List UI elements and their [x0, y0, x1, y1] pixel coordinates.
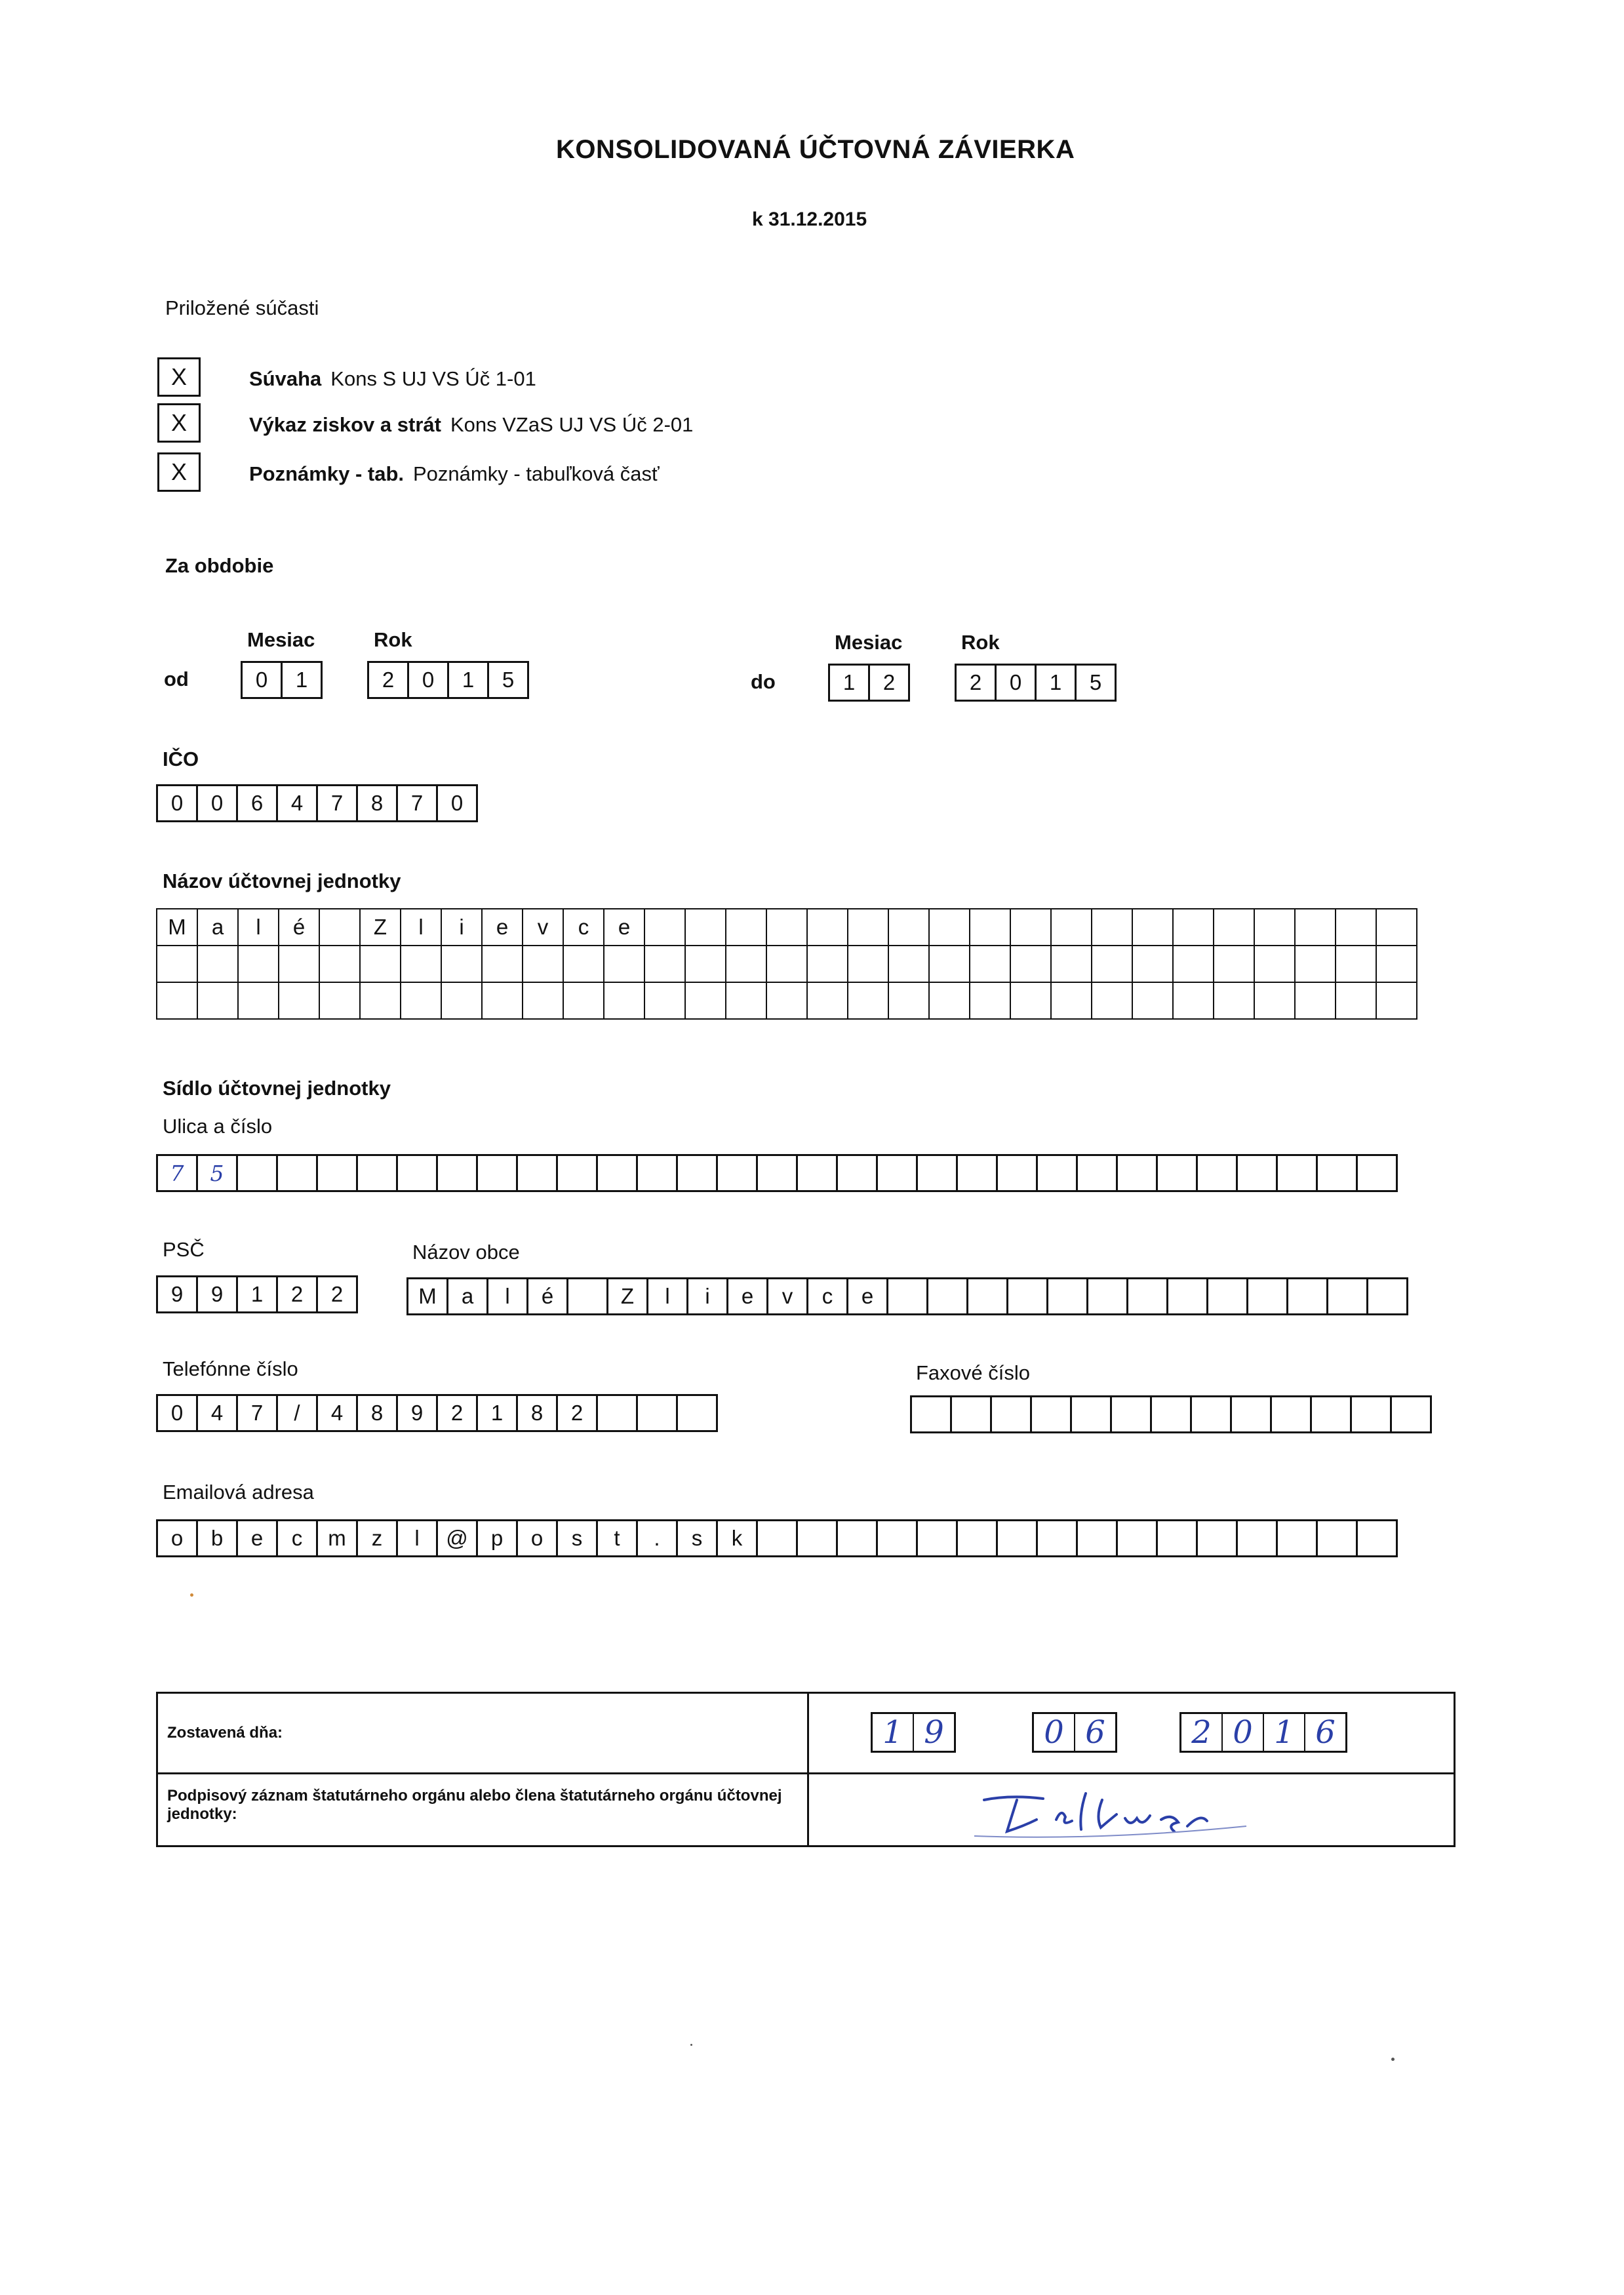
- fax-char-cell: [910, 1395, 952, 1433]
- email-char-cell: [1276, 1519, 1318, 1557]
- entity-name-char-cell: [766, 982, 808, 1020]
- town-char-cell: e: [846, 1277, 888, 1315]
- signature-record-label: Podpisový záznam štatutárneho orgánu alebo člena štatutárneho orgánu účtovnej jednotky:: [167, 1787, 782, 1823]
- email-char-cell: @: [436, 1519, 478, 1557]
- to-year-digit: 1: [1035, 664, 1077, 702]
- fax-char-cell: [950, 1395, 992, 1433]
- email-char-cell: t: [596, 1519, 638, 1557]
- entity-name-char-cell: [400, 982, 442, 1020]
- compiled-year-digit: 0: [1221, 1714, 1263, 1751]
- phone-char-cell: [596, 1394, 638, 1432]
- entity-name-char-cell: [644, 982, 686, 1020]
- fax-char-cell: [1070, 1395, 1112, 1433]
- town-char-cell: [1326, 1277, 1368, 1315]
- entity-name-char-cell: i: [441, 908, 483, 946]
- fax-char-cell: [1110, 1395, 1152, 1433]
- phone-char-cell: /: [276, 1394, 318, 1432]
- town-char-cell: [1246, 1277, 1288, 1315]
- compiled-day-field[interactable]: [871, 1712, 956, 1753]
- phone-char-cell: [676, 1394, 718, 1432]
- email-char-cell: b: [196, 1519, 238, 1557]
- compiled-year-digit: 6: [1304, 1714, 1345, 1751]
- entity-name-char-cell: [644, 945, 686, 983]
- entity-name-char-cell: [522, 982, 564, 1020]
- entity-name-char-cell: [563, 982, 604, 1020]
- street-char-cell: [436, 1154, 478, 1192]
- entity-name-char-cell: [1376, 982, 1417, 1020]
- fax-field[interactable]: [910, 1395, 1432, 1433]
- entity-name-char-cell: [725, 908, 767, 946]
- street-char-cell: [476, 1154, 518, 1192]
- from-label: od: [164, 668, 189, 690]
- attachment-checkbox-balance[interactable]: X: [157, 357, 201, 397]
- town-char-cell: v: [766, 1277, 808, 1315]
- attachment-checkbox-notes[interactable]: X: [157, 452, 201, 492]
- phone-char-cell: 2: [436, 1394, 478, 1432]
- email-char-cell: [796, 1519, 838, 1557]
- town-char-cell: a: [446, 1277, 488, 1315]
- entity-name-char-cell: [1091, 982, 1133, 1020]
- entity-name-char-cell: [766, 945, 808, 983]
- entity-name-char-cell: [1172, 945, 1214, 983]
- attachment-code-notes: Poznámky - tabuľková časť: [413, 462, 660, 485]
- from-month-field[interactable]: [241, 661, 323, 699]
- street-char-cell: [556, 1154, 598, 1192]
- street-label: Ulica a číslo: [163, 1115, 273, 1138]
- town-char-cell: l: [646, 1277, 688, 1315]
- entity-name-char-cell: [197, 945, 239, 983]
- to-year-digit: 2: [955, 664, 997, 702]
- entity-name-char-cell: [806, 945, 848, 983]
- town-char-cell: l: [486, 1277, 528, 1315]
- fax-char-cell: [1150, 1395, 1192, 1433]
- entity-name-char-cell: [441, 982, 483, 1020]
- entity-name-char-cell: [563, 945, 604, 983]
- to-year-label: Rok: [961, 631, 1000, 654]
- entity-name-char-cell: v: [522, 908, 564, 946]
- email-char-cell: [1076, 1519, 1118, 1557]
- entity-name-char-cell: [684, 982, 726, 1020]
- phone-char-cell: 9: [396, 1394, 438, 1432]
- entity-name-char-cell: [1254, 945, 1296, 983]
- ico-digit: 0: [156, 784, 198, 822]
- entity-name-char-cell: [1050, 945, 1092, 983]
- entity-name-char-cell: [1172, 982, 1214, 1020]
- ico-digit: 4: [276, 784, 318, 822]
- entity-name-char-cell: [441, 945, 483, 983]
- fax-char-cell: [1190, 1395, 1232, 1433]
- email-char-cell: s: [676, 1519, 718, 1557]
- fax-char-cell: [1390, 1395, 1432, 1433]
- street-char-cell: [356, 1154, 398, 1192]
- fax-char-cell: [1230, 1395, 1272, 1433]
- email-char-cell: [876, 1519, 918, 1557]
- email-char-cell: [956, 1519, 998, 1557]
- compiled-year-digit: 2: [1191, 1714, 1212, 1751]
- seat-label: Sídlo účtovnej jednotky: [163, 1077, 391, 1100]
- email-char-cell: [1196, 1519, 1238, 1557]
- ico-digit: 7: [396, 784, 438, 822]
- entity-name-char-cell: [806, 982, 848, 1020]
- entity-name-char-cell: e: [481, 908, 523, 946]
- street-char-cell: [1036, 1154, 1078, 1192]
- entity-name-char-cell: [1132, 982, 1174, 1020]
- entity-name-char-cell: [603, 945, 645, 983]
- psc-char-cell: 9: [156, 1275, 198, 1313]
- entity-name-char-cell: [359, 945, 401, 983]
- street-char-cell: [876, 1154, 918, 1192]
- from-year-label: Rok: [374, 628, 412, 651]
- entity-name-char-cell: e: [603, 908, 645, 946]
- town-char-cell: [1166, 1277, 1208, 1315]
- attachment-bold-income: Výkaz ziskov a strát: [249, 413, 441, 436]
- entity-name-char-cell: [888, 982, 930, 1020]
- phone-char-cell: 8: [356, 1394, 398, 1432]
- town-char-cell: [1046, 1277, 1088, 1315]
- entity-name-char-cell: [1010, 982, 1052, 1020]
- entity-name-char-cell: [319, 982, 361, 1020]
- attachment-code-income: Kons VZaS UJ VS Úč 2-01: [450, 413, 694, 436]
- entity-name-char-cell: [1050, 982, 1092, 1020]
- to-year-field[interactable]: [955, 664, 1117, 702]
- street-char-cell: 5: [196, 1154, 238, 1192]
- entity-name-char-cell: c: [563, 908, 604, 946]
- entity-name-char-cell: a: [197, 908, 239, 946]
- entity-name-char-cell: [237, 982, 279, 1020]
- entity-name-char-cell: [1335, 945, 1377, 983]
- town-char-cell: M: [406, 1277, 448, 1315]
- phone-char-cell: 0: [156, 1394, 198, 1432]
- phone-label: Telefónne číslo: [163, 1357, 298, 1380]
- email-char-cell: c: [276, 1519, 318, 1557]
- street-char-cell: [1196, 1154, 1238, 1192]
- entity-name-char-cell: [1091, 945, 1133, 983]
- email-char-cell: p: [476, 1519, 518, 1557]
- entity-name-char-cell: l: [400, 908, 442, 946]
- scan-speck: [690, 2044, 692, 2046]
- entity-name-char-cell: [928, 982, 970, 1020]
- attachment-text-income: [249, 413, 693, 437]
- phone-field[interactable]: [156, 1394, 718, 1432]
- attachment-bold-notes: Poznámky - tab.: [249, 462, 404, 485]
- entity-name-char-cell: [969, 945, 1011, 983]
- entity-name-row-1: [156, 908, 1417, 946]
- entity-name-char-cell: [1213, 945, 1255, 983]
- entity-name-char-cell: [725, 945, 767, 983]
- email-char-cell: [1116, 1519, 1158, 1557]
- street-char-cell: [636, 1154, 678, 1192]
- table-divider-horizontal: [158, 1772, 1454, 1774]
- entity-name-char-cell: [319, 908, 361, 946]
- town-char-cell: [966, 1277, 1008, 1315]
- attachments-label: Priložené súčasti: [165, 296, 319, 319]
- entity-name-char-cell: [1091, 908, 1133, 946]
- entity-name-char-cell: [1376, 945, 1417, 983]
- entity-name-char-cell: [847, 908, 889, 946]
- psc-field[interactable]: [156, 1275, 358, 1313]
- entity-name-char-cell: [1254, 908, 1296, 946]
- entity-name-char-cell: [847, 982, 889, 1020]
- email-char-cell: o: [156, 1519, 198, 1557]
- entity-name-char-cell: [481, 945, 523, 983]
- attachment-text-balance: [249, 367, 536, 391]
- phone-char-cell: 7: [236, 1394, 278, 1432]
- scan-speck: [190, 1593, 193, 1597]
- email-char-cell: [1156, 1519, 1198, 1557]
- street-char-cell: [1156, 1154, 1198, 1192]
- entity-name-char-cell: [1335, 908, 1377, 946]
- street-char-cell: [996, 1154, 1038, 1192]
- fax-char-cell: [1270, 1395, 1312, 1433]
- report-date: k 31.12.2015: [752, 209, 867, 230]
- document-title: KONSOLIDOVANÁ ÚČTOVNÁ ZÁVIERKA: [556, 135, 1075, 164]
- compiled-month-field[interactable]: [1032, 1712, 1117, 1753]
- phone-char-cell: 8: [516, 1394, 558, 1432]
- psc-char-cell: 2: [276, 1275, 318, 1313]
- from-year-digit: 1: [447, 661, 489, 699]
- entity-name-char-cell: [237, 945, 279, 983]
- entity-name-char-cell: [969, 982, 1011, 1020]
- email-char-cell: s: [556, 1519, 598, 1557]
- street-char-cell: [1316, 1154, 1358, 1192]
- town-char-cell: [1006, 1277, 1048, 1315]
- entity-name-char-cell: [806, 908, 848, 946]
- email-char-cell: l: [396, 1519, 438, 1557]
- entity-name-char-cell: [1213, 908, 1255, 946]
- attachment-code-balance: Kons S UJ VS Úč 1-01: [330, 367, 536, 390]
- fax-char-cell: [990, 1395, 1032, 1433]
- to-month-digit: 1: [828, 664, 870, 702]
- compiled-on-label: Zostavená dňa:: [167, 1724, 283, 1742]
- to-month-digit: 2: [868, 664, 910, 702]
- to-month-label: Mesiac: [835, 631, 903, 654]
- entity-name-char-cell: [644, 908, 686, 946]
- street-char-cell: [676, 1154, 718, 1192]
- entity-name-char-cell: [725, 982, 767, 1020]
- entity-name-char-cell: [969, 908, 1011, 946]
- entity-name-char-cell: [522, 945, 564, 983]
- phone-char-cell: 4: [196, 1394, 238, 1432]
- compiled-year-field[interactable]: [1179, 1712, 1347, 1753]
- email-char-cell: o: [516, 1519, 558, 1557]
- entity-name-char-cell: [766, 908, 808, 946]
- ico-digit: 7: [316, 784, 358, 822]
- email-char-cell: m: [316, 1519, 358, 1557]
- email-char-cell: e: [236, 1519, 278, 1557]
- entity-name-char-cell: [278, 982, 320, 1020]
- entity-name-char-cell: [359, 982, 401, 1020]
- to-label: do: [751, 670, 776, 693]
- entity-name-char-cell: [1213, 982, 1255, 1020]
- from-year-digit: 0: [407, 661, 449, 699]
- entity-name-char-cell: [684, 945, 726, 983]
- entity-name-char-cell: [1010, 908, 1052, 946]
- scan-speck: [1391, 2058, 1395, 2061]
- street-char-cell: [516, 1154, 558, 1192]
- email-char-cell: k: [716, 1519, 758, 1557]
- fax-char-cell: [1030, 1395, 1072, 1433]
- psc-char-cell: 9: [196, 1275, 238, 1313]
- email-label: Emailová adresa: [163, 1481, 314, 1504]
- town-char-cell: [886, 1277, 928, 1315]
- entity-name-char-cell: [319, 945, 361, 983]
- street-char-cell: [1236, 1154, 1278, 1192]
- street-char-cell: [796, 1154, 838, 1192]
- entity-name-char-cell: [1132, 908, 1174, 946]
- email-char-cell: [756, 1519, 798, 1557]
- street-char-cell: [1116, 1154, 1158, 1192]
- ico-digit: 6: [236, 784, 278, 822]
- entity-name-char-cell: [1050, 908, 1092, 946]
- town-char-cell: c: [806, 1277, 848, 1315]
- psc-char-cell: 1: [236, 1275, 278, 1313]
- handwritten-signature: [971, 1780, 1273, 1846]
- phone-char-cell: 4: [316, 1394, 358, 1432]
- email-char-cell: [1356, 1519, 1398, 1557]
- ico-field[interactable]: [156, 784, 478, 822]
- street-char-cell: [396, 1154, 438, 1192]
- from-month-label: Mesiac: [247, 628, 315, 651]
- entity-name-char-cell: [928, 945, 970, 983]
- compiled-day-digit: 9: [913, 1714, 954, 1751]
- from-year-digit: 5: [487, 661, 529, 699]
- signature-table: [156, 1692, 1456, 1847]
- entity-name-char-cell: [197, 982, 239, 1020]
- town-char-cell: Z: [606, 1277, 648, 1315]
- town-char-cell: é: [526, 1277, 568, 1315]
- fax-char-cell: [1310, 1395, 1352, 1433]
- to-year-digit: 0: [995, 664, 1037, 702]
- town-label: Názov obce: [412, 1241, 520, 1264]
- email-char-cell: [996, 1519, 1038, 1557]
- compiled-month-digit: 6: [1074, 1714, 1115, 1751]
- attachment-checkbox-income[interactable]: X: [157, 403, 201, 443]
- table-divider-vertical: [807, 1694, 809, 1845]
- phone-char-cell: 2: [556, 1394, 598, 1432]
- psc-label: PSČ: [163, 1238, 205, 1261]
- entity-name-char-cell: [888, 945, 930, 983]
- entity-name-char-cell: [481, 982, 523, 1020]
- town-char-cell: i: [686, 1277, 728, 1315]
- town-char-cell: [926, 1277, 968, 1315]
- entity-name-char-cell: [1376, 908, 1417, 946]
- entity-name-char-cell: [156, 945, 198, 983]
- entity-name-char-cell: [603, 982, 645, 1020]
- entity-name-char-cell: l: [237, 908, 279, 946]
- ico-digit: 0: [196, 784, 238, 822]
- compiled-year-digit: 1: [1263, 1714, 1304, 1751]
- entity-name-char-cell: [1010, 945, 1052, 983]
- entity-name-row-3: [156, 982, 1417, 1020]
- email-char-cell: [1236, 1519, 1278, 1557]
- from-month-digit: 1: [281, 661, 323, 699]
- ico-digit: 0: [436, 784, 478, 822]
- street-char-cell: 7: [156, 1154, 198, 1192]
- street-char-cell: [956, 1154, 998, 1192]
- street-char-cell: [716, 1154, 758, 1192]
- street-char-cell: [1356, 1154, 1398, 1192]
- town-char-cell: [1206, 1277, 1248, 1315]
- phone-char-cell: 1: [476, 1394, 518, 1432]
- town-char-cell: [1286, 1277, 1328, 1315]
- entity-name-char-cell: [928, 908, 970, 946]
- entity-name-row-2: [156, 945, 1417, 983]
- to-month-field[interactable]: [828, 664, 910, 702]
- from-year-field[interactable]: [367, 661, 529, 699]
- entity-name-char-cell: Z: [359, 908, 401, 946]
- email-char-cell: [916, 1519, 958, 1557]
- street-char-cell: [316, 1154, 358, 1192]
- entity-name-char-cell: [1294, 945, 1336, 983]
- email-char-cell: [1316, 1519, 1358, 1557]
- street-char-cell: [756, 1154, 798, 1192]
- psc-char-cell: 2: [316, 1275, 358, 1313]
- email-char-cell: .: [636, 1519, 678, 1557]
- street-char-cell: [916, 1154, 958, 1192]
- from-month-digit: 0: [241, 661, 283, 699]
- email-char-cell: z: [356, 1519, 398, 1557]
- street-char-cell: [1276, 1154, 1318, 1192]
- ico-label: IČO: [163, 748, 199, 770]
- email-char-cell: [1036, 1519, 1078, 1557]
- fax-char-cell: [1350, 1395, 1392, 1433]
- entity-name-char-cell: [1132, 945, 1174, 983]
- entity-name-char-cell: [684, 908, 726, 946]
- attachment-bold-balance: Súvaha: [249, 367, 322, 390]
- street-char-cell: [276, 1154, 318, 1192]
- street-char-cell: [236, 1154, 278, 1192]
- entity-name-char-cell: é: [278, 908, 320, 946]
- entity-name-char-cell: [1335, 982, 1377, 1020]
- street-field[interactable]: [156, 1154, 1398, 1192]
- ico-digit: 8: [356, 784, 398, 822]
- entity-name-char-cell: [888, 908, 930, 946]
- email-field[interactable]: [156, 1519, 1398, 1557]
- town-char-cell: [1126, 1277, 1168, 1315]
- town-char-cell: e: [726, 1277, 768, 1315]
- entity-name-char-cell: [1172, 908, 1214, 946]
- town-char-cell: [1086, 1277, 1128, 1315]
- street-char-cell: [596, 1154, 638, 1192]
- compiled-day-digit: 1: [882, 1714, 903, 1751]
- entity-name-char-cell: [156, 982, 198, 1020]
- entity-name-char-cell: [1294, 908, 1336, 946]
- entity-name-char-cell: [1254, 982, 1296, 1020]
- street-char-cell: [1076, 1154, 1118, 1192]
- entity-name-char-cell: [278, 945, 320, 983]
- fax-label: Faxové číslo: [916, 1361, 1031, 1384]
- town-char-cell: [566, 1277, 608, 1315]
- email-char-cell: [836, 1519, 878, 1557]
- town-field[interactable]: [406, 1277, 1408, 1315]
- entity-name-char-cell: [1294, 982, 1336, 1020]
- entity-name-char-cell: [400, 945, 442, 983]
- entity-name-label: Názov účtovnej jednotky: [163, 869, 401, 892]
- entity-name-char-cell: M: [156, 908, 198, 946]
- compiled-month-digit: 0: [1044, 1714, 1064, 1751]
- to-year-digit: 5: [1075, 664, 1117, 702]
- period-label: Za obdobie: [165, 554, 274, 577]
- street-char-cell: [836, 1154, 878, 1192]
- entity-name-char-cell: [847, 945, 889, 983]
- phone-char-cell: [636, 1394, 678, 1432]
- attachment-text-notes: [249, 462, 660, 486]
- from-year-digit: 2: [367, 661, 409, 699]
- town-char-cell: [1366, 1277, 1408, 1315]
- entity-name-field[interactable]: [156, 908, 1417, 1020]
